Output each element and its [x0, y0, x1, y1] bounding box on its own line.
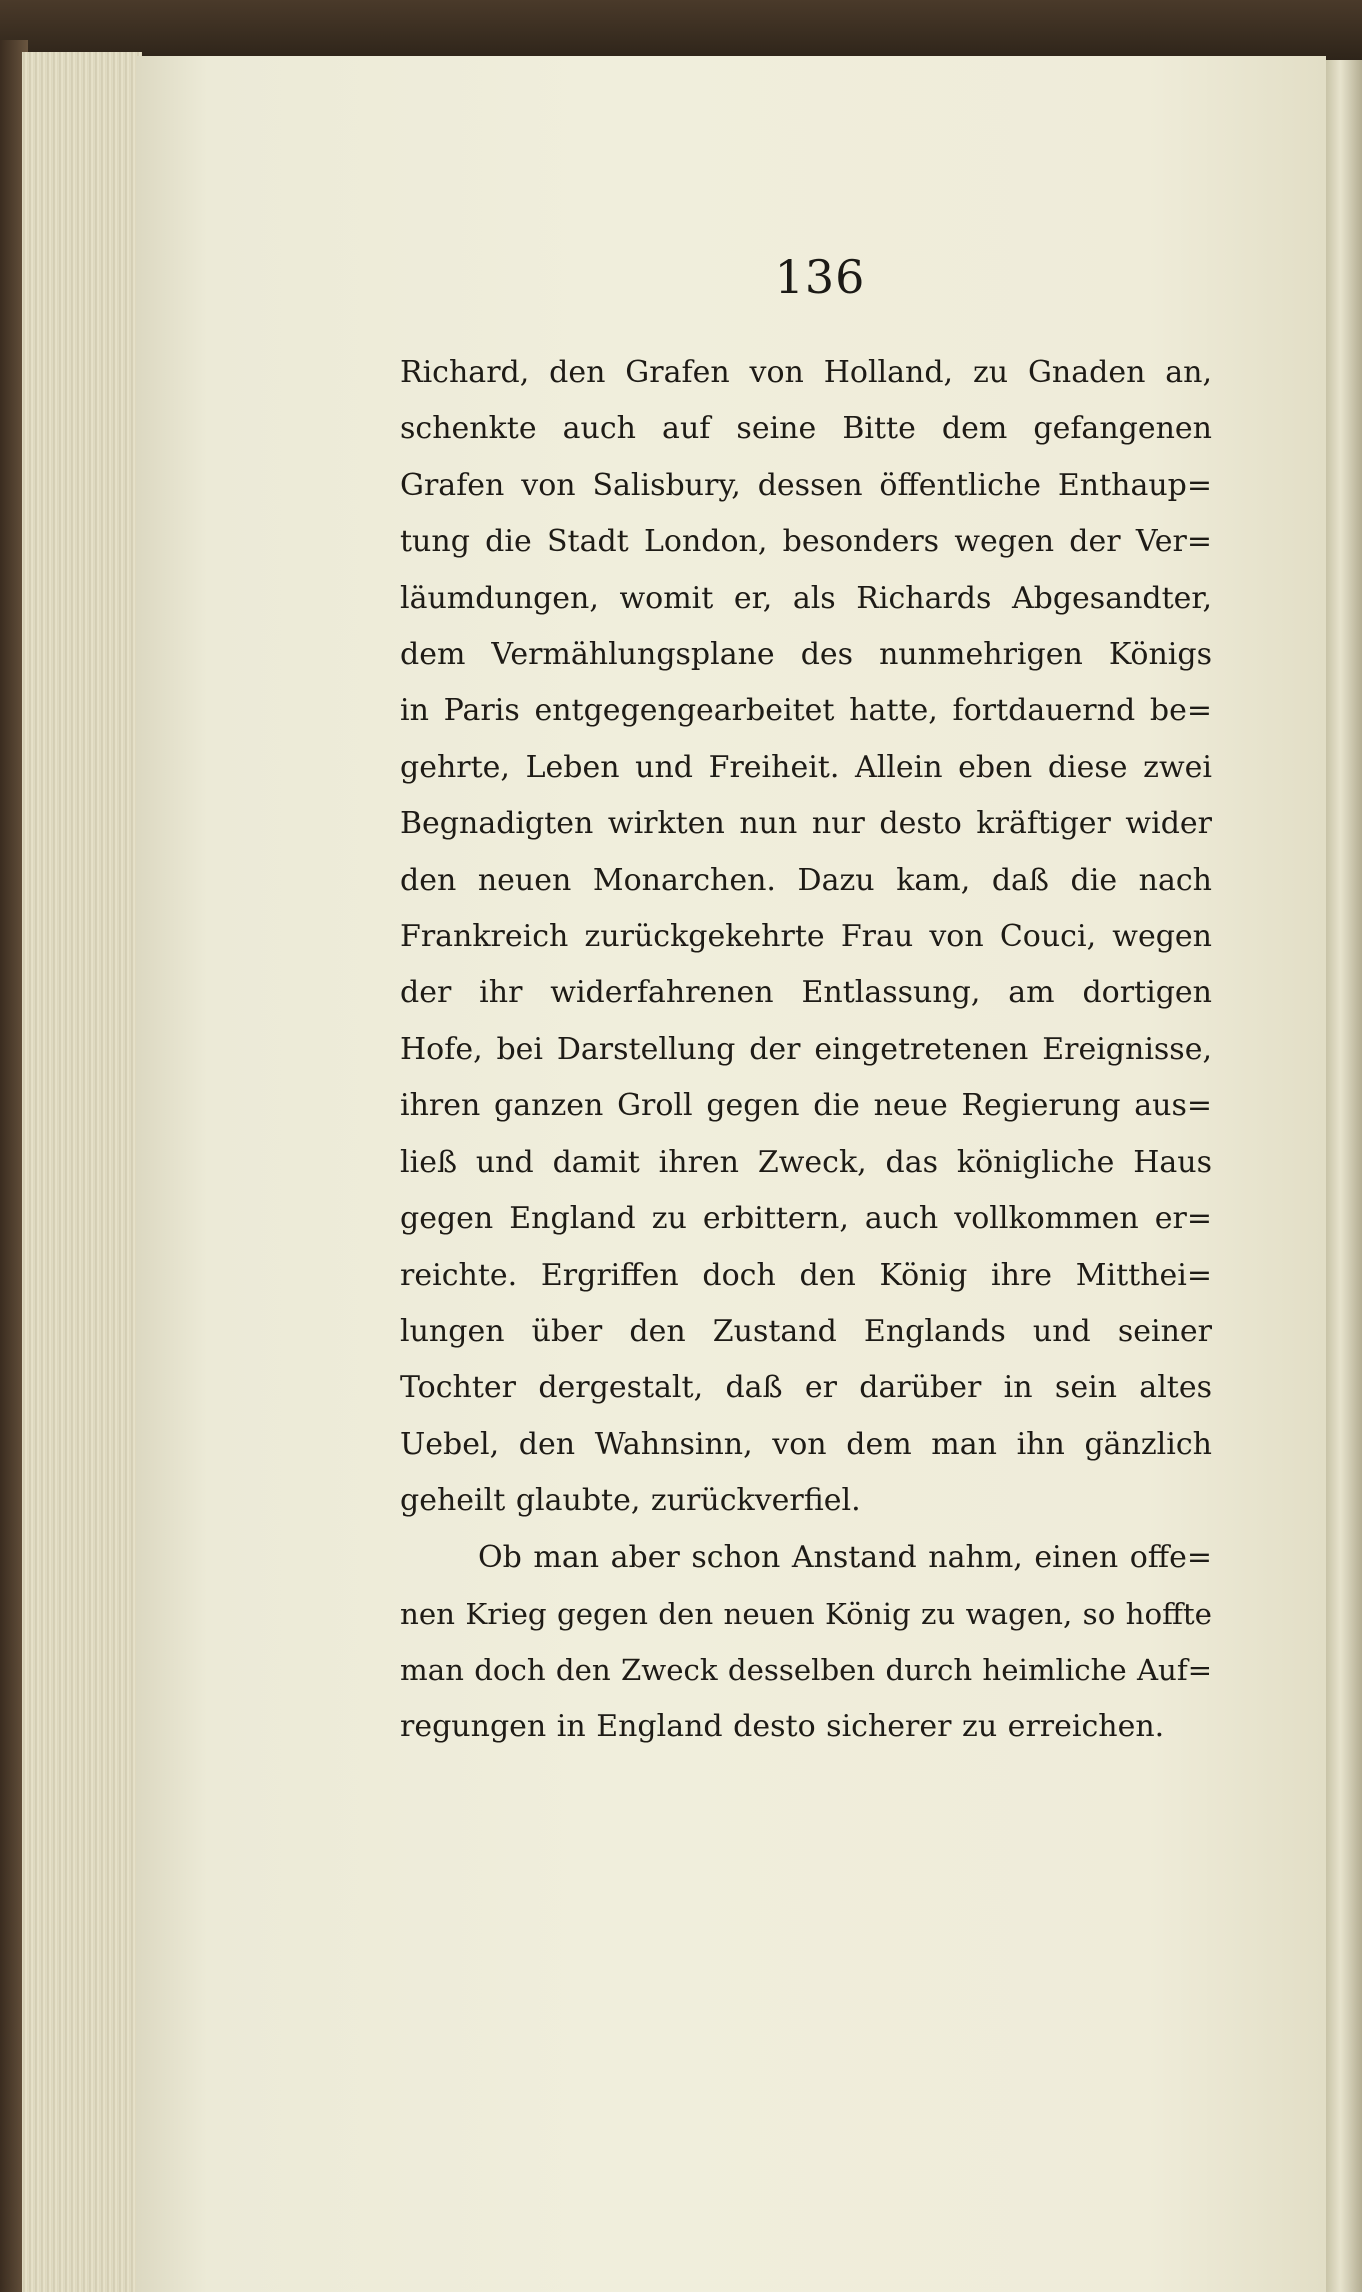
text-line: gegen England zu erbittern, auch vollkommen er= — [400, 1201, 1212, 1237]
text-line: läumdungen, womit er, als Richards Abgesandter, — [400, 580, 1212, 616]
text-line: in Paris entgegengearbeitet hatte, fortdauernd be= — [400, 693, 1212, 729]
text-line: Begnadigten wirkten nun nur desto kräftiger wider — [400, 806, 1212, 842]
text-line: Grafen von Salisbury, dessen öffentliche Enthaup= — [400, 467, 1212, 503]
text-line: regungen in England desto sicherer zu erreichen. — [400, 1708, 1165, 1744]
text-line: tung die Stadt London, besonders wegen der Ver= — [400, 524, 1212, 560]
text-line: man doch den Zweck desselben durch heimliche Auf= — [400, 1653, 1213, 1688]
facing-page-edge — [1326, 60, 1362, 2292]
text-line: gehrte, Leben und Freiheit. Allein eben diese zwei — [400, 749, 1212, 785]
text-line: den neuen Monarchen. Dazu kam, daß die nach — [400, 862, 1212, 898]
paragraph-2 — [400, 1530, 1212, 1756]
page-edges-stack — [22, 52, 142, 2292]
text-line: lungen über den Zustand Englands und seiner — [400, 1313, 1212, 1349]
page-number: 136 — [774, 250, 866, 304]
text-line: der ihr widerfahrenen Entlassung, am dortigen — [400, 975, 1212, 1011]
text-line: geheilt glaubte, zurückverfiel. — [400, 1483, 861, 1519]
text-line: reichte. Ergriffen doch den König ihre Mitthei= — [400, 1257, 1212, 1293]
text-line: ließ und damit ihren Zweck, das königliche Haus — [400, 1144, 1212, 1180]
text-line: Uebel, den Wahnsinn, von dem man ihn gänzlich — [400, 1426, 1212, 1462]
text-line: Richard, den Grafen von Holland, zu Gnaden an, — [400, 355, 1212, 390]
text-line: dem Vermählungsplane des nunmehrigen Königs — [400, 637, 1212, 673]
text-line: Hofe, bei Darstellung der eingetretenen Ereignisse, — [400, 1031, 1212, 1067]
text-line: schenkte auch auf seine Bitte dem gefangenen — [400, 411, 1212, 447]
text-line: Tochter dergestalt, daß er darüber in sein altes — [400, 1370, 1212, 1406]
text-line: ihren ganzen Groll gegen die neue Regierung aus= — [400, 1088, 1212, 1124]
text-line: Frankreich zurückgekehrte Frau von Couci, wegen — [400, 919, 1212, 955]
paragraph-1 — [400, 345, 1212, 1530]
page-text — [400, 345, 1212, 1755]
text-line: Ob man aber schon Anstand nahm, einen offe= — [478, 1539, 1212, 1575]
text-line: nen Krieg gegen den neuen König zu wagen, so hoffte — [400, 1596, 1212, 1631]
